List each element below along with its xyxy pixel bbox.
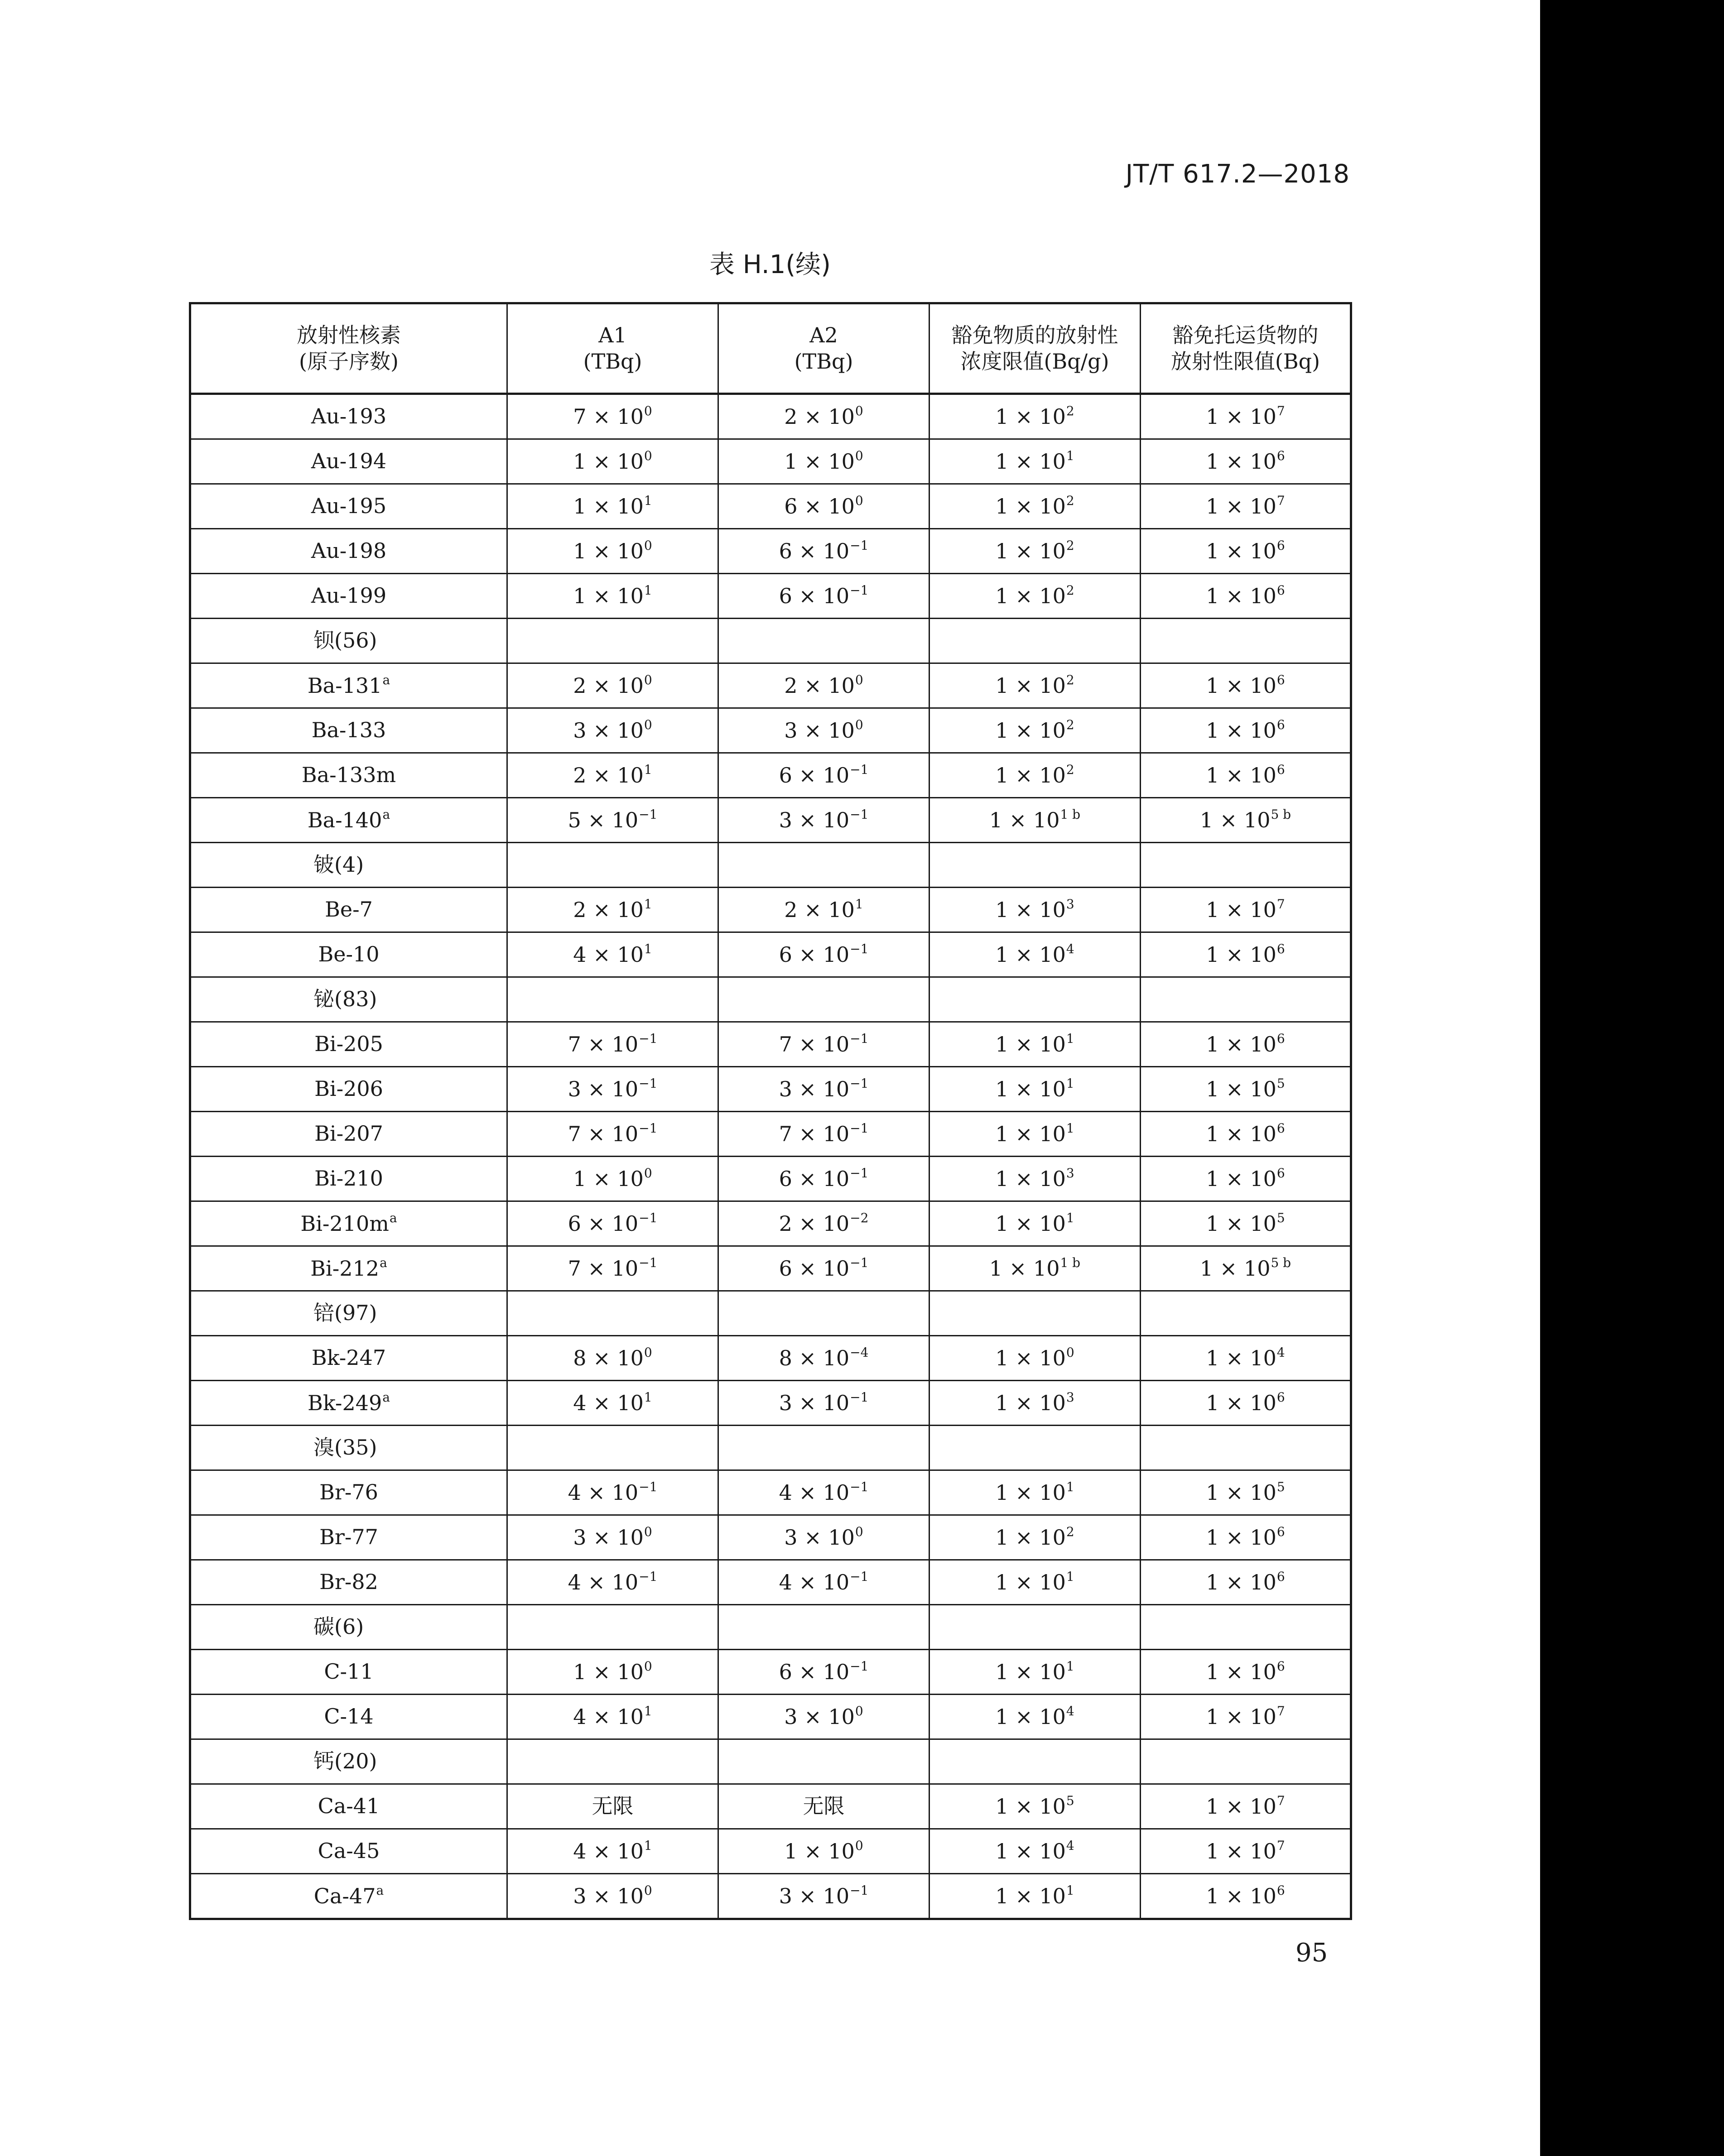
nuclide-cell: Br-76 (190, 1470, 507, 1515)
table-row (190, 1201, 1351, 1246)
a2-cell: $6 \times 10^{-1}$ (718, 1246, 929, 1291)
table-row (190, 574, 1351, 619)
exempt-consignment-cell: $1 \times 10^6$ (1141, 439, 1351, 484)
a2-cell: $1 \times 10^0$ (718, 439, 929, 484)
a1-cell: $7 \times 10^{-1}$ (507, 1246, 718, 1291)
a2-cell: $3 \times 10^{-1}$ (718, 1067, 929, 1112)
table-row (190, 708, 1351, 753)
table-row (190, 1470, 1351, 1515)
exempt-consignment-cell: $1 \times 10^6$ (1141, 1112, 1351, 1157)
empty-cell (929, 843, 1141, 888)
standard-code: JT/T 617.2—2018 (1125, 159, 1350, 189)
empty-cell (929, 1291, 1141, 1336)
empty-cell (718, 843, 929, 888)
exempt-concentration-cell: $1 \times 10^1$ (929, 1022, 1141, 1067)
nuclide-cell: Bi-207 (190, 1112, 507, 1157)
nuclide-cell: Bi-212$^a$ (190, 1246, 507, 1291)
empty-cell (929, 619, 1141, 663)
element-group-row (190, 1291, 1351, 1336)
scan-edge (1540, 0, 1724, 2156)
a1-cell: $2 \times 10^0$ (507, 663, 718, 708)
exempt-concentration-cell: $1 \times 10^4$ (929, 1829, 1141, 1874)
exempt-concentration-cell: $1 \times 10^5$ (929, 1784, 1141, 1829)
empty-cell (1141, 619, 1351, 663)
element-group-row (190, 843, 1351, 888)
nuclide-cell: C-11 (190, 1650, 507, 1695)
exempt-concentration-cell: $1 \times 10^1$ (929, 1201, 1141, 1246)
exempt-consignment-cell: $1 \times 10^7$ (1141, 1784, 1351, 1829)
a1-cell: $4 \times 10^1$ (507, 1381, 718, 1426)
empty-cell (507, 843, 718, 888)
table-row (190, 1874, 1351, 1919)
table-row (190, 1381, 1351, 1426)
element-group-label: 铍(4) (190, 843, 507, 888)
empty-cell (507, 1426, 718, 1470)
nuclide-cell: Bi-210 (190, 1157, 507, 1201)
exempt-concentration-cell: $1 \times 10^4$ (929, 932, 1141, 977)
a1-cell: $7 \times 10^{-1}$ (507, 1112, 718, 1157)
exempt-concentration-cell: $1 \times 10^2$ (929, 708, 1141, 753)
exempt-consignment-cell: $1 \times 10^6$ (1141, 1650, 1351, 1695)
nuclide-cell: Ba-140$^a$ (190, 798, 507, 843)
empty-cell (507, 1605, 718, 1650)
table-row (190, 798, 1351, 843)
nuclide-cell: Au-199 (190, 574, 507, 619)
exempt-consignment-cell: $1 \times 10^6$ (1141, 663, 1351, 708)
exempt-consignment-cell: $1 \times 10^{5 b}$ (1141, 1246, 1351, 1291)
exempt-consignment-cell: $1 \times 10^6$ (1141, 1515, 1351, 1560)
empty-cell (929, 1426, 1141, 1470)
table-row (190, 932, 1351, 977)
exempt-consignment-cell: $1 \times 10^5$ (1141, 1201, 1351, 1246)
a1-cell: $6 \times 10^{-1}$ (507, 1201, 718, 1246)
exempt-concentration-cell: $1 \times 10^2$ (929, 394, 1141, 439)
nuclide-cell: Bi-206 (190, 1067, 507, 1112)
a1-cell: $4 \times 10^1$ (507, 1829, 718, 1874)
element-group-row (190, 1739, 1351, 1784)
exempt-concentration-cell: $1 \times 10^1$ (929, 1112, 1141, 1157)
a2-cell: $6 \times 10^{-1}$ (718, 1157, 929, 1201)
exempt-consignment-cell: $1 \times 10^6$ (1141, 932, 1351, 977)
exempt-consignment-cell: $1 \times 10^{5 b}$ (1141, 798, 1351, 843)
a1-cell: $4 \times 10^1$ (507, 1695, 718, 1739)
exempt-consignment-cell: $1 \times 10^5$ (1141, 1470, 1351, 1515)
table-row (190, 1515, 1351, 1560)
a1-cell: $1 \times 10^0$ (507, 439, 718, 484)
table-row (190, 1829, 1351, 1874)
a1-cell: $2 \times 10^1$ (507, 888, 718, 932)
nuclide-cell: Bk-249$^a$ (190, 1381, 507, 1426)
table-row (190, 1560, 1351, 1605)
exempt-consignment-cell: $1 \times 10^7$ (1141, 394, 1351, 439)
header-a2: A2 (TBq) (718, 303, 929, 394)
element-group-label: 铋(83) (190, 977, 507, 1022)
a1-cell: $3 \times 10^0$ (507, 708, 718, 753)
table-row (190, 888, 1351, 932)
a2-cell: $3 \times 10^{-1}$ (718, 1381, 929, 1426)
a1-cell: $3 \times 10^0$ (507, 1515, 718, 1560)
a2-cell: $3 \times 10^0$ (718, 1515, 929, 1560)
a2-cell: $3 \times 10^0$ (718, 708, 929, 753)
a2-cell: $7 \times 10^{-1}$ (718, 1022, 929, 1067)
exempt-consignment-cell: $1 \times 10^6$ (1141, 574, 1351, 619)
table-row (190, 439, 1351, 484)
nuclide-cell: Ca-47$^a$ (190, 1874, 507, 1919)
element-group-label: 钙(20) (190, 1739, 507, 1784)
exempt-concentration-cell: $1 \times 10^0$ (929, 1336, 1141, 1381)
a1-cell: 无限 (507, 1784, 718, 1829)
empty-cell (507, 1739, 718, 1784)
a2-cell: $2 \times 10^1$ (718, 888, 929, 932)
exempt-consignment-cell: $1 \times 10^7$ (1141, 888, 1351, 932)
a1-cell: $7 \times 10^{-1}$ (507, 1022, 718, 1067)
nuclide-cell: Be-7 (190, 888, 507, 932)
exempt-concentration-cell: $1 \times 10^1$ (929, 1650, 1141, 1695)
empty-cell (507, 977, 718, 1022)
a2-cell: $3 \times 10^{-1}$ (718, 798, 929, 843)
a1-cell: $1 \times 10^1$ (507, 574, 718, 619)
exempt-concentration-cell: $1 \times 10^1$ (929, 439, 1141, 484)
a2-cell: $2 \times 10^{-2}$ (718, 1201, 929, 1246)
nuclide-cell: $Bi-210m^a$ (190, 1201, 507, 1246)
table-row (190, 1022, 1351, 1067)
a1-cell: $1 \times 10^0$ (507, 1650, 718, 1695)
nuclide-cell: Ba-131$^a$ (190, 663, 507, 708)
a2-cell: $6 \times 10^{-1}$ (718, 753, 929, 798)
a2-cell: $6 \times 10^{-1}$ (718, 574, 929, 619)
a2-cell: $8 \times 10^{-4}$ (718, 1336, 929, 1381)
nuclide-cell: Br-77 (190, 1515, 507, 1560)
exempt-consignment-cell: $1 \times 10^6$ (1141, 529, 1351, 574)
a2-cell: 无限 (718, 1784, 929, 1829)
empty-cell (1141, 1605, 1351, 1650)
table-row (190, 753, 1351, 798)
exempt-concentration-cell: $1 \times 10^2$ (929, 574, 1141, 619)
empty-cell (718, 1291, 929, 1336)
table-body (190, 394, 1351, 1919)
empty-cell (1141, 1291, 1351, 1336)
element-group-label: 钡(56) (190, 619, 507, 663)
exempt-consignment-cell: $1 \times 10^5$ (1141, 1067, 1351, 1112)
exempt-concentration-cell: $1 \times 10^{1 b}$ (929, 1246, 1141, 1291)
table-row (190, 1157, 1351, 1201)
empty-cell (718, 1426, 929, 1470)
nuclide-cell: Au-198 (190, 529, 507, 574)
empty-cell (1141, 977, 1351, 1022)
exempt-concentration-cell: $1 \times 10^2$ (929, 663, 1141, 708)
a2-cell: $4 \times 10^{-1}$ (718, 1470, 929, 1515)
table-header-row (190, 303, 1351, 394)
element-group-label: 锫(97) (190, 1291, 507, 1336)
exempt-consignment-cell: $1 \times 10^6$ (1141, 1560, 1351, 1605)
header-exempt-consignment: 豁免托运货物的 放射性限值(Bq) (1141, 303, 1351, 394)
element-group-row (190, 619, 1351, 663)
nuclide-cell: Bk-247 (190, 1336, 507, 1381)
exempt-consignment-cell: $1 \times 10^7$ (1141, 1695, 1351, 1739)
exempt-consignment-cell: $1 \times 10^6$ (1141, 708, 1351, 753)
empty-cell (929, 1605, 1141, 1650)
table-row (190, 1784, 1351, 1829)
exempt-concentration-cell: $1 \times 10^1$ (929, 1874, 1141, 1919)
a1-cell: $2 \times 10^1$ (507, 753, 718, 798)
header-exempt-concentration: 豁免物质的放射性 浓度限值(Bq/g) (929, 303, 1141, 394)
a1-cell: $4 \times 10^1$ (507, 932, 718, 977)
table-row (190, 1067, 1351, 1112)
a2-cell: $3 \times 10^0$ (718, 1695, 929, 1739)
a2-cell: $6 \times 10^0$ (718, 484, 929, 529)
exempt-concentration-cell: $1 \times 10^{1 b}$ (929, 798, 1141, 843)
a2-cell: $1 \times 10^0$ (718, 1829, 929, 1874)
element-group-row (190, 1426, 1351, 1470)
table-row (190, 663, 1351, 708)
exempt-concentration-cell: $1 \times 10^1$ (929, 1560, 1141, 1605)
table-row (190, 394, 1351, 439)
element-group-label: 溴(35) (190, 1426, 507, 1470)
empty-cell (1141, 1739, 1351, 1784)
exempt-consignment-cell: $1 \times 10^6$ (1141, 1874, 1351, 1919)
header-nuclide: 放射性核素 (原子序数) (190, 303, 507, 394)
a2-cell: $6 \times 10^{-1}$ (718, 932, 929, 977)
empty-cell (507, 619, 718, 663)
a1-cell: $1 \times 10^0$ (507, 529, 718, 574)
radionuclide-table (189, 302, 1352, 1920)
exempt-consignment-cell: $1 \times 10^6$ (1141, 1157, 1351, 1201)
exempt-concentration-cell: $1 \times 10^2$ (929, 484, 1141, 529)
table-row (190, 484, 1351, 529)
element-group-label: 碳(6) (190, 1605, 507, 1650)
exempt-consignment-cell: $1 \times 10^7$ (1141, 484, 1351, 529)
nuclide-cell: C-14 (190, 1695, 507, 1739)
a2-cell: $4 \times 10^{-1}$ (718, 1560, 929, 1605)
exempt-consignment-cell: $1 \times 10^6$ (1141, 1022, 1351, 1067)
exempt-consignment-cell: $1 \times 10^7$ (1141, 1829, 1351, 1874)
a2-cell: $3 \times 10^{-1}$ (718, 1874, 929, 1919)
a1-cell: $1 \times 10^0$ (507, 1157, 718, 1201)
empty-cell (1141, 843, 1351, 888)
table-row (190, 1695, 1351, 1739)
a1-cell: $3 \times 10^0$ (507, 1874, 718, 1919)
exempt-concentration-cell: $1 \times 10^3$ (929, 888, 1141, 932)
exempt-concentration-cell: $1 \times 10^3$ (929, 1381, 1141, 1426)
a2-cell: $6 \times 10^{-1}$ (718, 1650, 929, 1695)
nuclide-cell: Ca-41 (190, 1784, 507, 1829)
exempt-concentration-cell: $1 \times 10^4$ (929, 1695, 1141, 1739)
a1-cell: $8 \times 10^0$ (507, 1336, 718, 1381)
exempt-concentration-cell: $1 \times 10^3$ (929, 1157, 1141, 1201)
a1-cell: $5 \times 10^{-1}$ (507, 798, 718, 843)
empty-cell (718, 977, 929, 1022)
nuclide-cell: Ba-133m (190, 753, 507, 798)
empty-cell (1141, 1426, 1351, 1470)
nuclide-cell: Ca-45 (190, 1829, 507, 1874)
page-number: 95 (1295, 1938, 1328, 1968)
table-row (190, 1246, 1351, 1291)
exempt-concentration-cell: $1 \times 10^1$ (929, 1470, 1141, 1515)
nuclide-cell: Au-193 (190, 394, 507, 439)
a1-cell: $1 \times 10^1$ (507, 484, 718, 529)
empty-cell (929, 977, 1141, 1022)
empty-cell (718, 1605, 929, 1650)
a1-cell: $4 \times 10^{-1}$ (507, 1470, 718, 1515)
nuclide-cell: Be-10 (190, 932, 507, 977)
table-row (190, 1650, 1351, 1695)
nuclide-cell: Br-82 (190, 1560, 507, 1605)
nuclide-cell: Au-194 (190, 439, 507, 484)
a2-cell: $6 \times 10^{-1}$ (718, 529, 929, 574)
exempt-consignment-cell: $1 \times 10^4$ (1141, 1336, 1351, 1381)
empty-cell (929, 1739, 1141, 1784)
a2-cell: $2 \times 10^0$ (718, 663, 929, 708)
nuclide-cell: Au-195 (190, 484, 507, 529)
a2-cell: $7 \times 10^{-1}$ (718, 1112, 929, 1157)
exempt-concentration-cell: $1 \times 10^1$ (929, 1067, 1141, 1112)
exempt-consignment-cell: $1 \times 10^6$ (1141, 753, 1351, 798)
exempt-concentration-cell: $1 \times 10^2$ (929, 529, 1141, 574)
exempt-concentration-cell: $1 \times 10^2$ (929, 1515, 1141, 1560)
a1-cell: $7 \times 10^0$ (507, 394, 718, 439)
empty-cell (718, 1739, 929, 1784)
element-group-row (190, 977, 1351, 1022)
nuclide-cell: Ba-133 (190, 708, 507, 753)
empty-cell (718, 619, 929, 663)
empty-cell (507, 1291, 718, 1336)
table-title: 表 H.1(续) (709, 250, 831, 279)
header-a1: A1 (TBq) (507, 303, 718, 394)
table-row (190, 529, 1351, 574)
nuclide-cell: Bi-205 (190, 1022, 507, 1067)
table-row (190, 1336, 1351, 1381)
exempt-consignment-cell: $1 \times 10^6$ (1141, 1381, 1351, 1426)
element-group-row (190, 1605, 1351, 1650)
table-row (190, 1112, 1351, 1157)
exempt-concentration-cell: $1 \times 10^2$ (929, 753, 1141, 798)
a1-cell: $3 \times 10^{-1}$ (507, 1067, 718, 1112)
a2-cell: $2 \times 10^0$ (718, 394, 929, 439)
a1-cell: $4 \times 10^{-1}$ (507, 1560, 718, 1605)
